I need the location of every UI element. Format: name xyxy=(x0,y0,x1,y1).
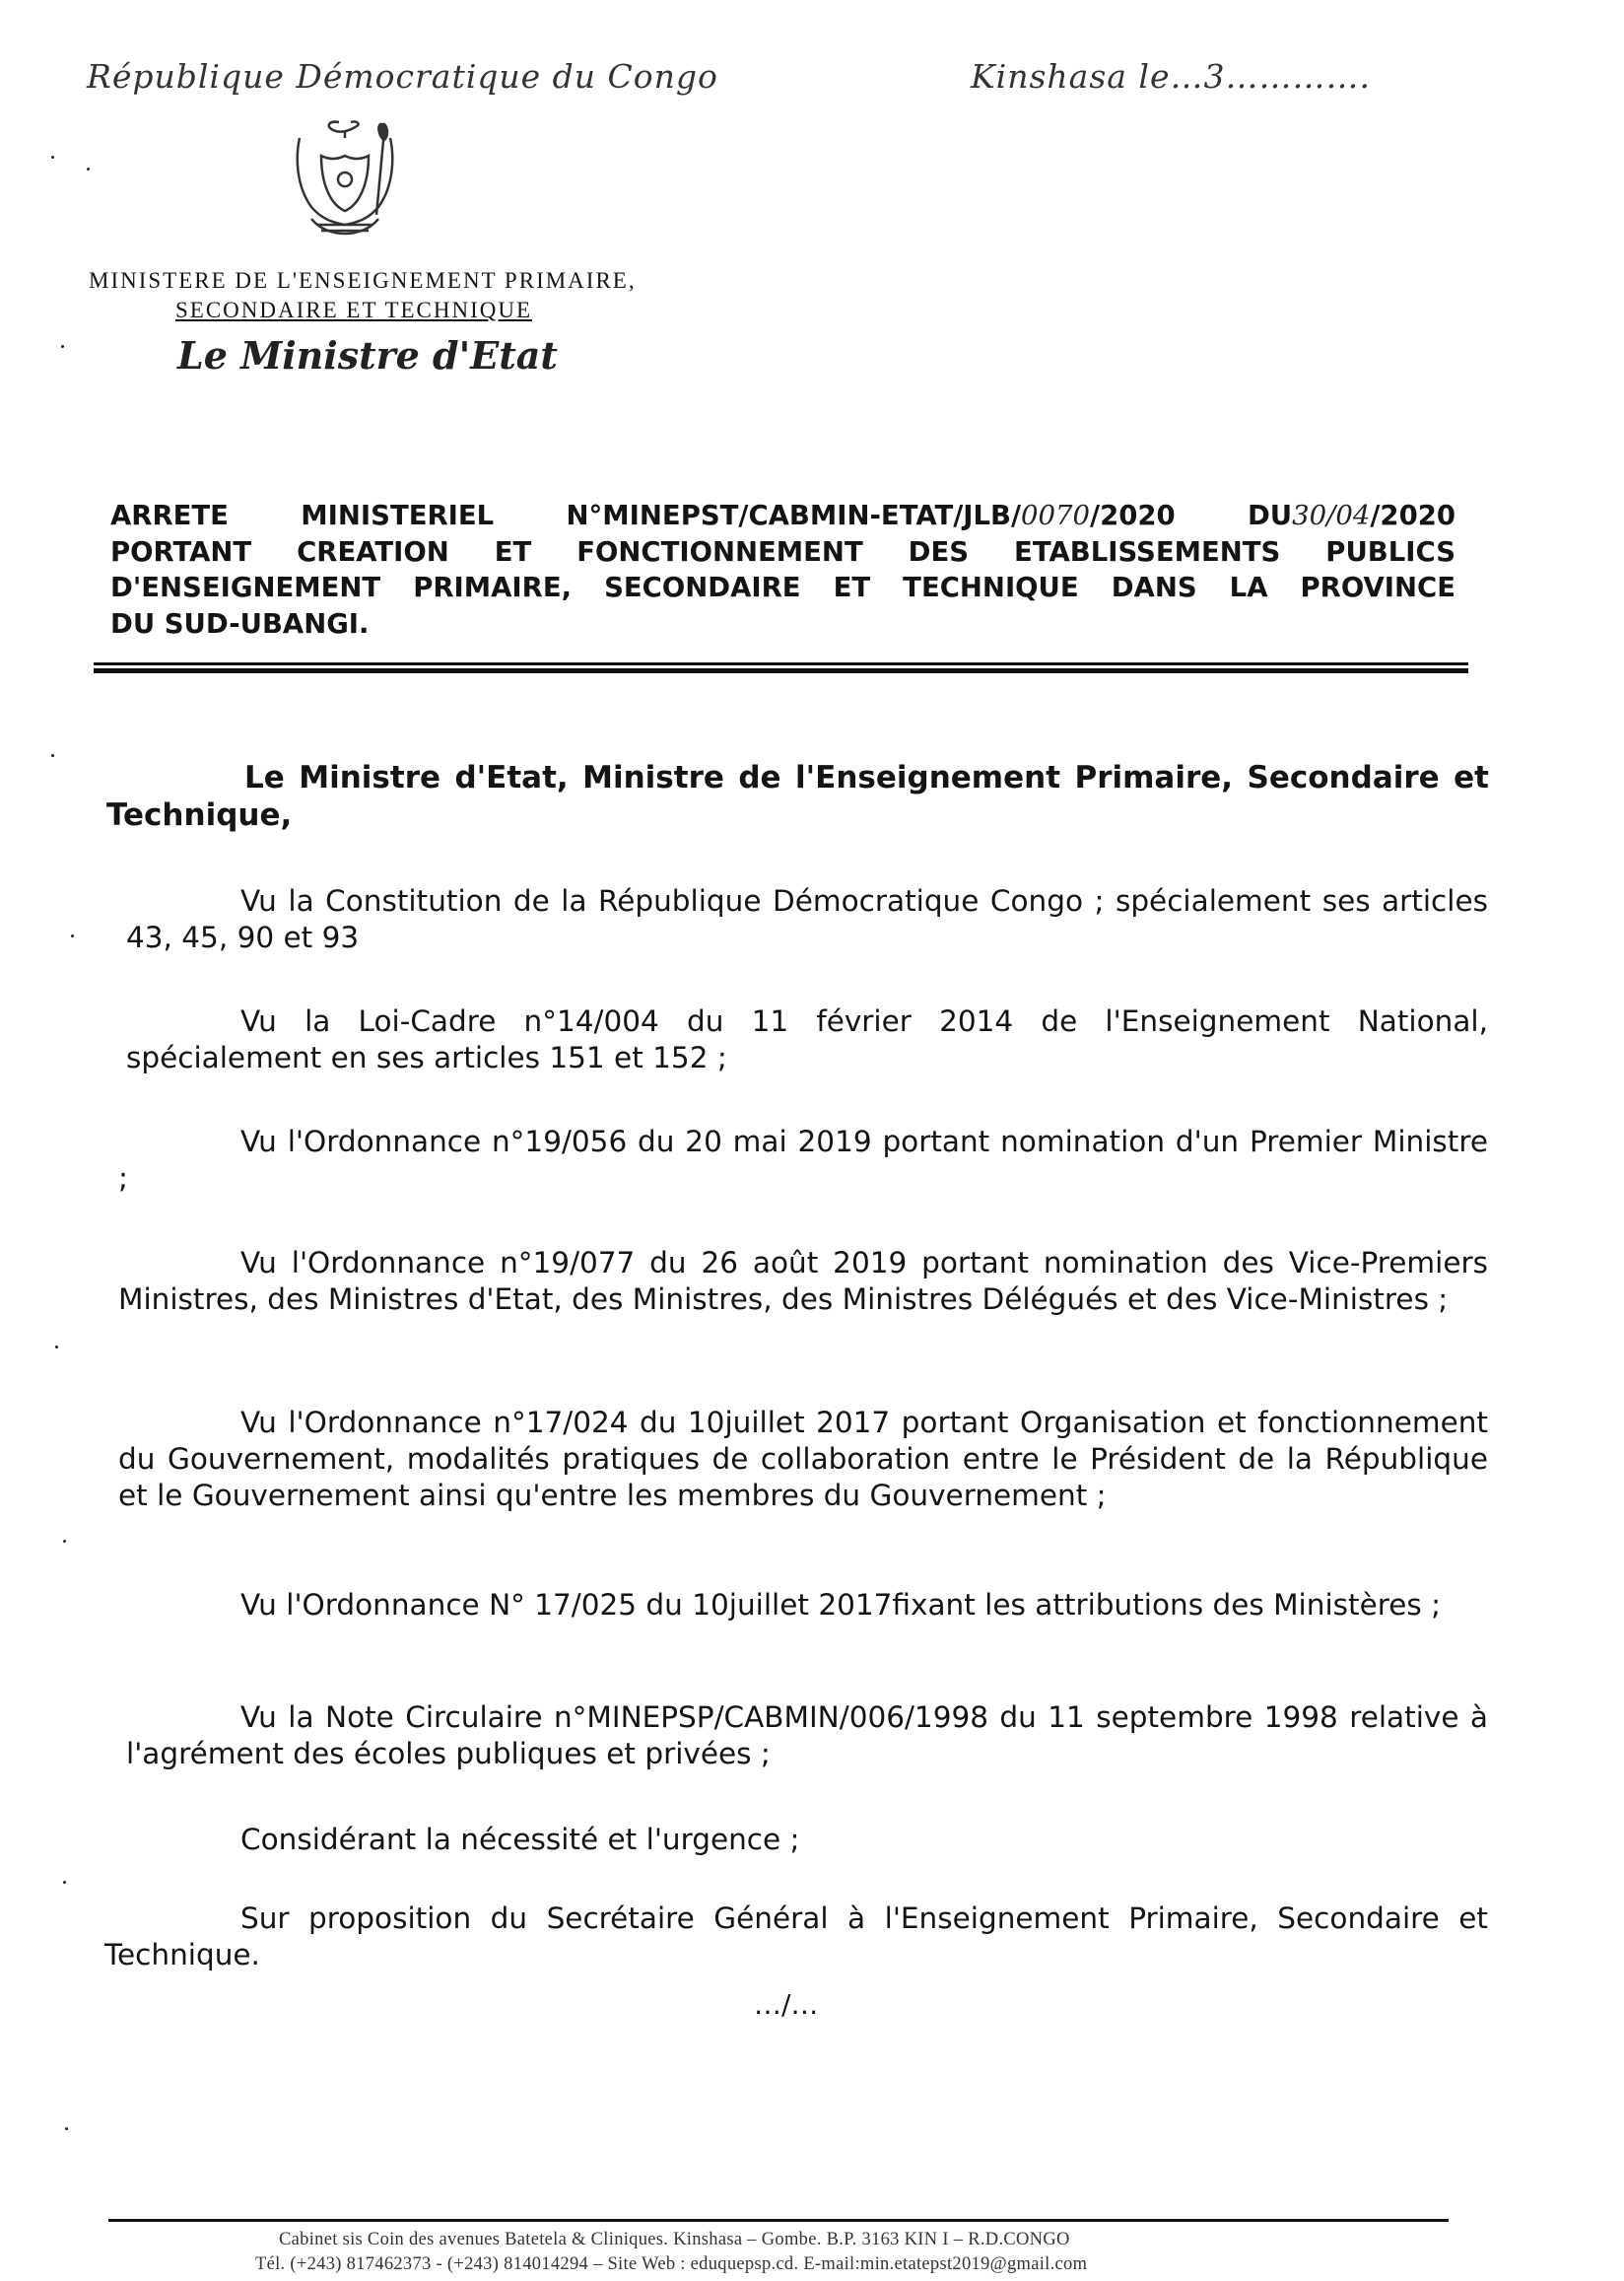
visa-paragraph xyxy=(126,883,1488,956)
visa-text: Vu la Note Circulaire n°MINEPSP/CABMIN/006/1998 du 11 septembre 1998 relative à l'agrément des écoles publiques et privées ; xyxy=(126,1700,1488,1770)
intro-text: Le Ministre d'Etat, Ministre de l'Enseignement Primaire, Secondaire et Technique, xyxy=(106,760,1489,833)
scan-speck xyxy=(55,1346,58,1348)
place-date: Kinshasa le…3…………. xyxy=(971,57,1371,96)
coat-of-arms-icon xyxy=(282,116,410,242)
footer-contact: Tél. (+243) 817462373 - (+243) 814014294 – Site Web : eduquepsp.cd. E-mail:min.etatepst2019@gmail.com xyxy=(255,2254,1088,2274)
scan-speck xyxy=(87,168,90,171)
scan-speck xyxy=(71,934,74,937)
visa-text: Vu la Loi-Cadre n°14/004 du 11 février 2014 de l'Enseignement National, spécialement en ses articles 151 et 152 ; xyxy=(126,1004,1488,1074)
visa-text: Vu l'Ordonnance N° 17/025 du 10juillet 2017fixant les attributions des Ministères ; xyxy=(240,1588,1442,1622)
title-divider-thick xyxy=(94,668,1468,673)
title-line-3: D'ENSEIGNEMENT PRIMAIRE, SECONDAIRE ET TECHNIQUE DANS LA PROVINCE xyxy=(110,572,1455,603)
scan-speck xyxy=(63,1540,66,1543)
title-divider xyxy=(94,662,1468,665)
visa-text: Vu la Constitution de la République Démocratique Congo ; spécialement ses articles 43, 45, 90 et 93 xyxy=(126,884,1488,954)
decree-date-year: /2020 xyxy=(1370,500,1455,531)
title-line-1 xyxy=(110,498,1455,534)
scan-speck xyxy=(65,2127,68,2130)
visa-text: Vu l'Ordonnance n°17/024 du 10juillet 2017 portant Organisation et fonctionnement du Gouvernement, modalités pratiques de collaboration entre le Président de la République et le Gouvernement ainsi qu'entre les membres du Gouvernement ; xyxy=(118,1406,1488,1512)
handwritten-date: 30/04 xyxy=(1292,500,1371,531)
visa-text: Considérant la nécessité et l'urgence ; xyxy=(240,1823,800,1856)
scan-speck xyxy=(61,345,64,348)
visa-paragraph xyxy=(118,1822,1488,1858)
intro-paragraph xyxy=(106,759,1489,834)
visa-text: Vu l'Ordonnance n°19/077 du 26 août 2019 portant nomination des Vice-Premiers Ministres, des Ministres d'Etat, des Ministres, des Ministres Délégués et des Vice-Ministres ; xyxy=(118,1246,1488,1316)
footer-address: Cabinet sis Coin des avenues Batetela & Cliniques. Kinshasa – Gombe. B.P. 3163 KIN I – R.D.CONGO xyxy=(279,2230,1070,2249)
visa-paragraph xyxy=(118,1124,1488,1197)
visa-paragraph xyxy=(118,1405,1488,1514)
handwritten-number: 0070 xyxy=(1021,500,1091,531)
visa-paragraph xyxy=(118,1245,1488,1318)
visa-paragraph xyxy=(118,1587,1488,1624)
visa-text: Vu l'Ordonnance n°19/056 du 20 mai 2019 portant nomination d'un Premier Ministre ; xyxy=(118,1125,1488,1195)
ministry-name-line2: SECONDAIRE ET TECHNIQUE xyxy=(175,298,533,322)
decree-title xyxy=(110,498,1455,642)
visa-text: Sur proposition du Secrétaire Général à l'Enseignement Primaire, Secondaire et Technique. xyxy=(104,1901,1488,1971)
scan-speck xyxy=(63,1881,66,1884)
ministry-name-line1: MINISTERE DE L'ENSEIGNEMENT PRIMAIRE, xyxy=(89,268,637,293)
visa-paragraph xyxy=(126,1699,1488,1772)
coat-of-arms-emblem xyxy=(282,116,410,242)
signatory-title: Le Ministre d'Etat xyxy=(177,333,558,378)
scan-speck xyxy=(51,156,54,159)
country-heading: République Démocratique du Congo xyxy=(87,57,718,96)
visa-paragraph xyxy=(126,1003,1488,1076)
title-line-2: PORTANT CREATION ET FONCTIONNEMENT DES ETABLISSEMENTS PUBLICS xyxy=(110,535,1455,568)
decree-year: /2020 DU xyxy=(1090,500,1293,531)
footer-divider xyxy=(108,2219,1449,2222)
title-line-4: DU SUD-UBANGI. xyxy=(110,607,370,640)
continuation-mark: …/… xyxy=(754,1988,819,2021)
visa-paragraph xyxy=(104,1901,1488,1973)
decree-reference: ARRETE MINISTERIEL N°MINEPST/CABMIN-ETAT/JLB/ xyxy=(110,500,1022,531)
scan-speck xyxy=(51,754,54,757)
